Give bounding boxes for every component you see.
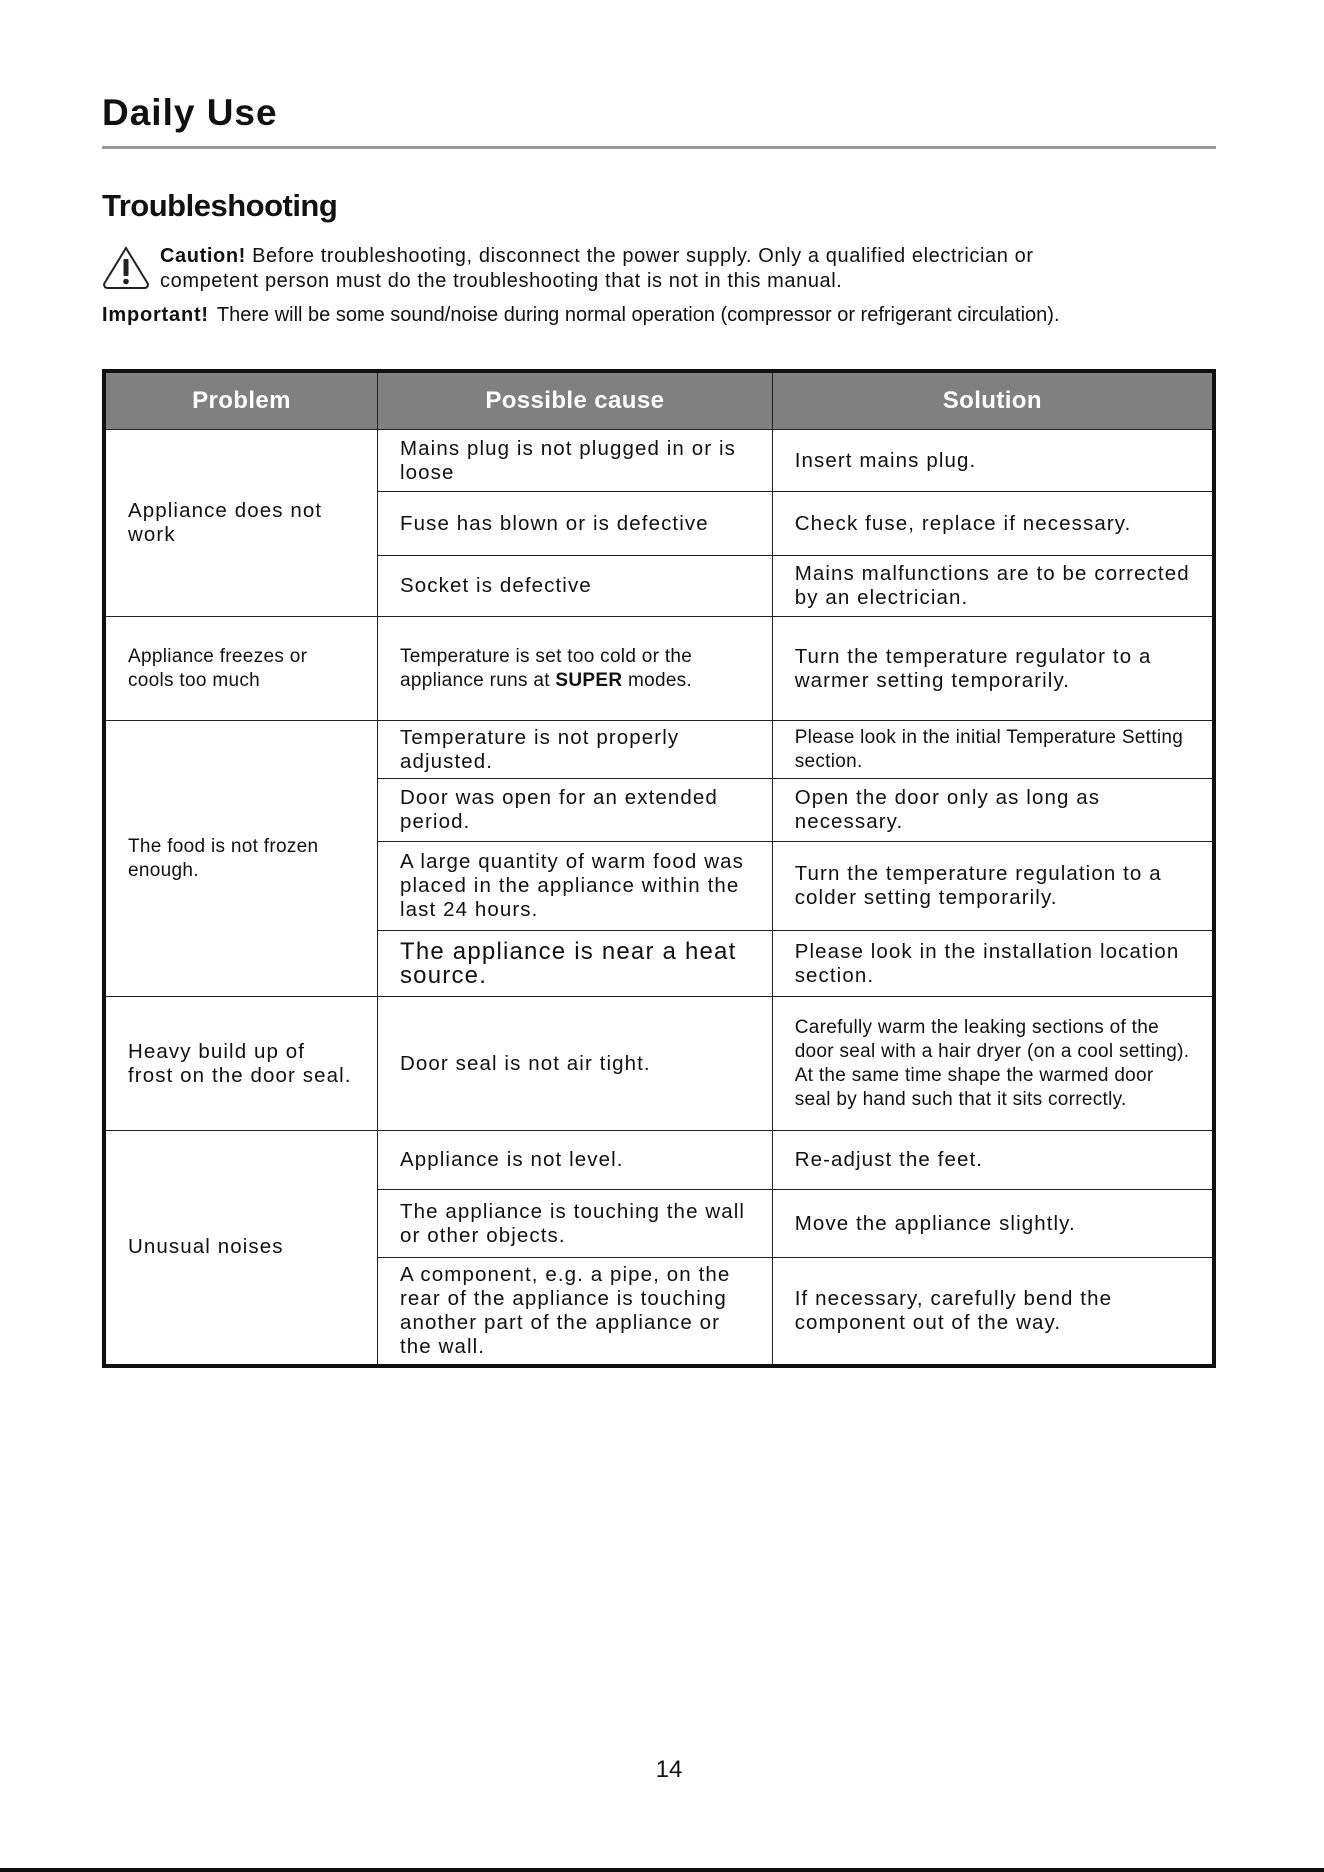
problem-cell: Appliance does not work <box>104 430 377 617</box>
bottom-edge-rule <box>0 1868 1324 1872</box>
cause-cell: The appliance is near a heat source. <box>377 931 772 997</box>
header-divider <box>102 146 1216 149</box>
table-header-row <box>104 371 1214 430</box>
cause-mode-name: SUPER <box>555 669 623 691</box>
cause-cell: A component, e.g. a pipe, on the rear of the appliance is touching another part of the appliance or the wall. <box>377 1258 772 1366</box>
page-header: Daily Use <box>102 92 278 133</box>
important-label: Important! <box>102 304 209 326</box>
cause-cell: The appliance is touching the wall or other objects. <box>377 1190 772 1258</box>
caution-label: Caution! <box>160 245 246 267</box>
cause-cell: Temperature is not properly adjusted. <box>377 721 772 779</box>
cause-cell: Appliance is not level. <box>377 1131 772 1190</box>
header-cause: Possible cause <box>377 371 772 430</box>
page-number: 14 <box>655 1756 683 1783</box>
solution-cell: Turn the temperature regulation to a colder setting temporarily. <box>772 842 1214 931</box>
problem-cell: The food is not frozen enough. <box>104 721 377 997</box>
problem-cell: Heavy build up of frost on the door seal. <box>104 997 377 1131</box>
solution-cell: Check fuse, replace if necessary. <box>772 492 1214 556</box>
solution-cell: Move the appliance slightly. <box>772 1190 1214 1258</box>
troubleshooting-table <box>102 369 1216 1368</box>
header-solution: Solution <box>772 371 1214 430</box>
solution-cell: Carefully warm the leaking sections of the door seal with a hair dryer (on a cool setting). At the same time shape the warmed door seal by hand such that it sits correctly. <box>772 997 1214 1131</box>
cause-cell: Mains plug is not plugged in or is loose <box>377 430 772 492</box>
solution-cell: Please look in the installation location section. <box>772 931 1214 997</box>
caution-line-2: competent person must do the troubleshooting that is not in this manual. <box>160 270 843 292</box>
cause-cell: Socket is defective <box>377 556 772 617</box>
cause-text-suffix: modes. <box>627 669 693 691</box>
cause-text: Temperature is set too cold or the appliance runs at <box>399 645 693 691</box>
problem-cell: Unusual noises <box>104 1131 377 1366</box>
solution-cell: Please look in the initial Temperature Setting section. <box>772 721 1214 779</box>
cause-cell: Door seal is not air tight. <box>377 997 772 1131</box>
table-row <box>104 617 1214 721</box>
caution-notice <box>102 244 1222 294</box>
solution-cell: Turn the temperature regulator to a warmer setting temporarily. <box>772 617 1214 721</box>
table-row <box>104 997 1214 1131</box>
problem-cell: Appliance freezes or cools too much <box>104 617 377 721</box>
table-row <box>104 430 1214 492</box>
solution-cell: Open the door only as long as necessary. <box>772 779 1214 842</box>
solution-cell: Mains malfunctions are to be corrected by an electrician. <box>772 556 1214 617</box>
section-title: Troubleshooting <box>102 188 338 223</box>
header-problem: Problem <box>104 371 377 430</box>
table-row <box>104 721 1214 779</box>
warning-triangle-icon <box>102 246 150 290</box>
table-row <box>104 1131 1214 1190</box>
solution-cell: If necessary, carefully bend the component out of the way. <box>772 1258 1214 1366</box>
important-text: There will be some sound/noise during normal operation (compressor or refrigerant circulation). <box>216 304 1060 326</box>
important-notice <box>102 304 1060 327</box>
cause-cell: Fuse has blown or is defective <box>377 492 772 556</box>
caution-line-1: Before troubleshooting, disconnect the power supply. Only a qualified electrician or <box>252 245 1034 267</box>
cause-cell <box>377 617 772 721</box>
cause-cell: A large quantity of warm food was placed in the appliance within the last 24 hours. <box>377 842 772 931</box>
cause-cell: Door was open for an extended period. <box>377 779 772 842</box>
solution-cell: Insert mains plug. <box>772 430 1214 492</box>
solution-cell: Re-adjust the feet. <box>772 1131 1214 1190</box>
caution-text <box>160 244 1222 294</box>
